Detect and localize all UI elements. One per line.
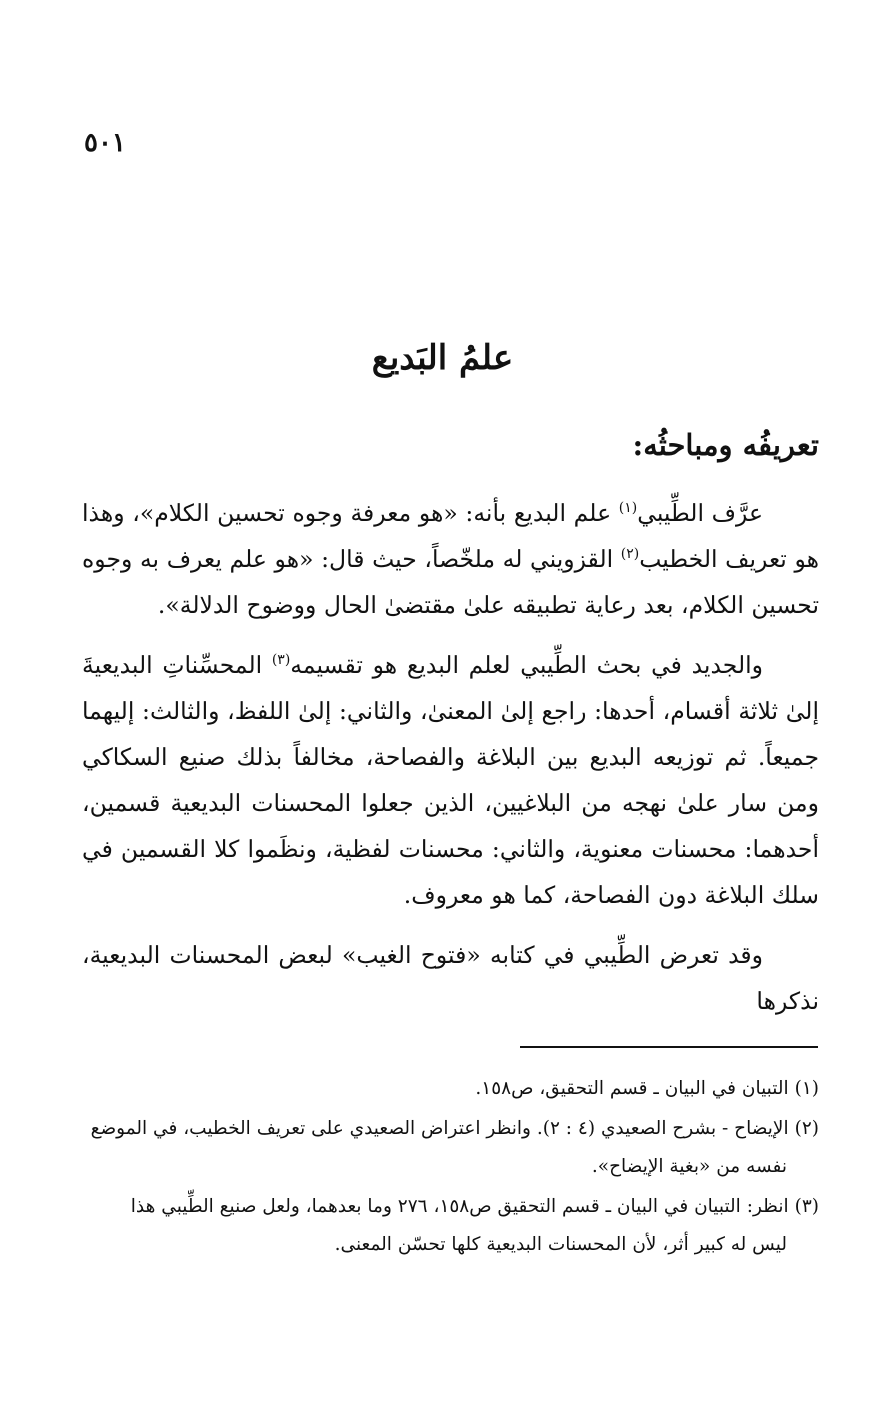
paragraph-1-text-b: علم البديع بأنه: «هو معرفة وجوه تحسين الكلام»، وهذا هو تعريف الخطيب — [82, 499, 819, 573]
footnote-3 — [82, 1188, 819, 1264]
footnote-2 — [82, 1110, 819, 1186]
footnote-1-number: (١) — [794, 1078, 819, 1099]
chapter-title: علمُ البَديع — [371, 338, 514, 378]
section-heading: تعريفُه ومباحثُه: — [632, 428, 819, 462]
paragraph-1 — [82, 490, 819, 628]
page-number: ٥٠١ — [84, 128, 126, 158]
footnote-2-continuation: نفسه من «بغية الإيضاح». — [591, 1156, 787, 1177]
footnote-1 — [82, 1070, 819, 1108]
paragraph-2-text-b: المحسِّناتِ البديعيةَ إلىٰ ثلاثة أقسام، أحدها: راجع إلىٰ المعنىٰ، والثاني: إلىٰ اللفظ، والثالث: إليهما جميعاً. ثم توزيعه البديع بين البلاغة والفصاحة، مخالفاً بذلك صنيع السكاكي ومن سار علىٰ نهجه من البلاغيين، الذين جعلوا المحسنات البديعية قسمين، أحدهما: محسنات معنوية، والثاني: محسنات لفظية، ونظَموا كلا القسمين في سلك البلاغة دون الفصاحة، كما هو معروف. — [82, 651, 819, 909]
footnote-ref-1: (١) — [618, 500, 638, 517]
paragraph-1-text-a: عرَّف الطِّيبي — [637, 499, 764, 527]
paragraph-3: وقد تعرض الطِّيبي في كتابه «فتوح الغيب» لبعض المحسنات البديعية، نذكرها — [82, 941, 819, 1015]
footnote-2-number: (٢) — [794, 1118, 819, 1139]
footnotes — [82, 1070, 819, 1266]
footnote-3-continuation: ليس له كبير أثر، لأن المحسنات البديعية كلها تحسّن المعنى. — [334, 1234, 787, 1255]
footnote-separator — [520, 1046, 818, 1048]
paragraph-1-text-c: القزويني له ملخّصاً، حيث قال: «هو علم يعرف به وجوه تحسين الكلام، بعد رعاية تطبيقه علىٰ مقتضىٰ الحال ووضوح الدلالة». — [82, 545, 819, 619]
footnote-3-text: انظر: التبيان في البيان ـ قسم التحقيق ص١٥٨، ٢٧٦ وما بعدهما، ولعل صنيع الطِّيبي هذا — [130, 1196, 789, 1217]
footnote-1-text: التبيان في البيان ـ قسم التحقيق، ص١٥٨. — [475, 1078, 789, 1099]
footnote-ref-3: (٣) — [271, 652, 291, 669]
body-text — [82, 490, 819, 1024]
footnote-2-text: الإيضاح - بشرح الصعيدي (٤ : ٢). وانظر اعتراض الصعيدي على تعريف الخطيب، في الموضع — [90, 1118, 789, 1139]
paragraph-2 — [82, 642, 819, 918]
footnote-3-number: (٣) — [794, 1196, 819, 1217]
paragraph-2-text-a: والجديد في بحث الطِّيبي لعلم البديع هو تقسيمه — [290, 651, 763, 679]
footnote-ref-2: (٢) — [620, 546, 640, 563]
